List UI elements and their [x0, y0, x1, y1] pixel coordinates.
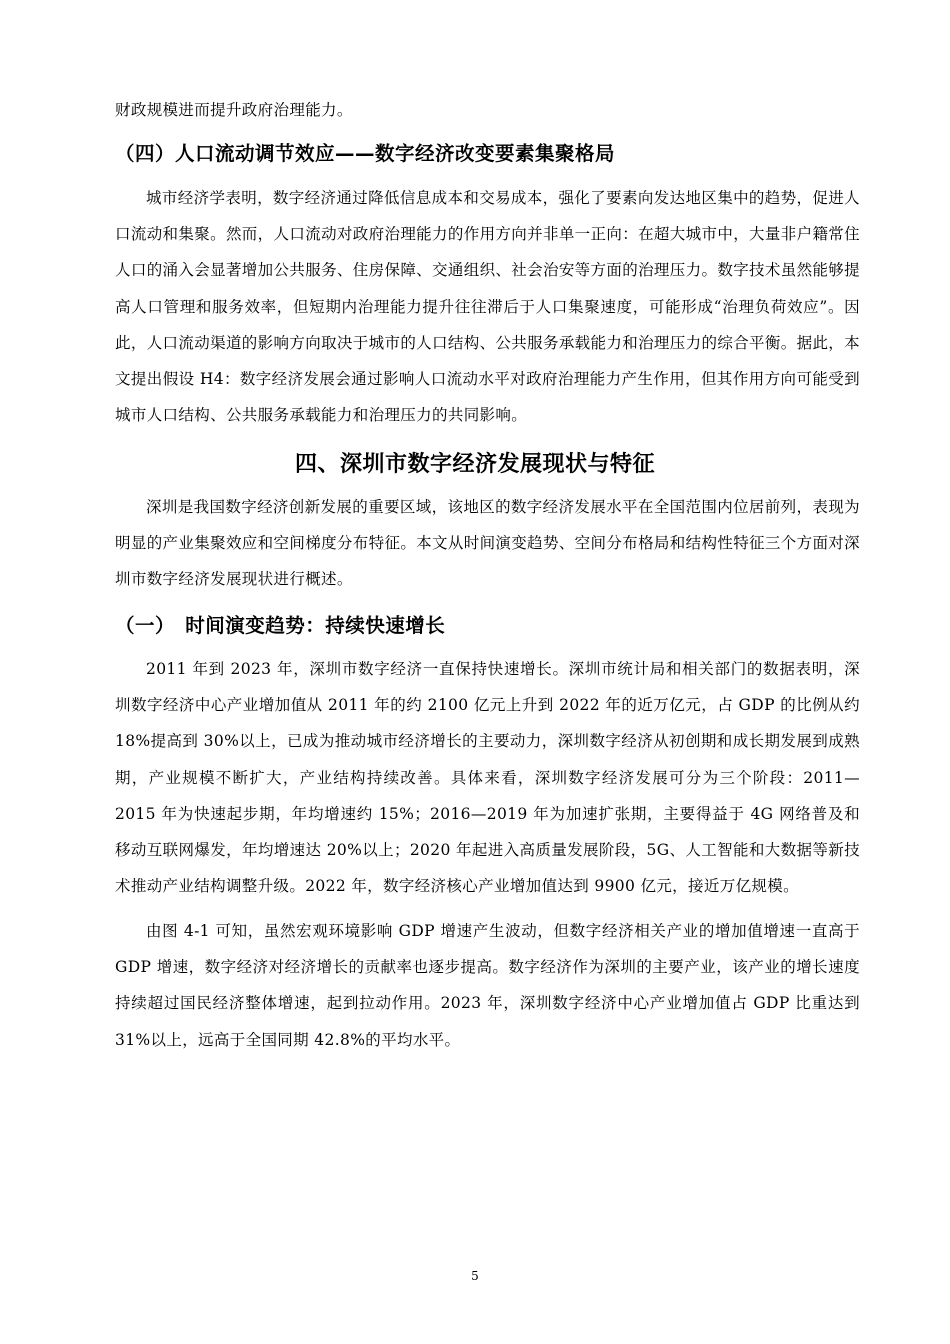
paragraph-figure-4-1: 由图 4-1 可知，虽然宏观环境影响 GDP 增速产生波动，但数字经济相关产业的增加值增速一直高于 GDP 增速，数字经济对经济增长的贡献率也逐步提高。数字经济作为深圳的主要产业，该产业的增长速度持续超过国民经济整体增速，起到拉动作用。2023 年，深圳数字经济中心产业增加值占 GDP 比重达到 31%以上，远高于全国同期 42.8%的平均水平。 [115, 922, 860, 1049]
paragraph-continuation: 财政规模进而提升政府治理能力。 [115, 101, 353, 119]
paragraph-time-trend: 2011 年到 2023 年，深圳市数字经济一直保持快速增长。深圳市统计局和相关部门的数据表明，深圳数字经济中心产业增加值从 2011 年的约 2100 亿元上升到 2022 年的近万亿元，占 GDP 的比例从约 18%提高到 30%以上，已成为推动城市经济增长的主要动力，深圳数字经济从初创期和成长期发展到成熟期，产业规模不断扩大，产业结构持续改善。具体来看，深圳数字经济发展可分为三个阶段：2011—2015 年为快速起步期，年均增速约 15%；2016—2019 年为加速扩张期，主要得益于 4G 网络普及和移动互联网爆发，年均增速达 20%以上；2020 年起进入高质量发展阶段，5G、人工智能和大数据等新技术推动产业结构调整升级。2022 年，数字经济核心产业增加值达到 9900 亿元，接近万亿规模。 [115, 660, 860, 896]
paragraph-population-flow: 城市经济学表明，数字经济通过降低信息成本和交易成本，强化了要素向发达地区集中的趋势，促进人口流动和集聚。然而，人口流动对政府治理能力的作用方向并非单一正向：在超大城市中，大量非户籍常住人口的涌入会显著增加公共服务、住房保障、交通组织、社会治安等方面的治理压力。数字技术虽然能够提高人口管理和服务效率，但短期内治理能力提升往往滞后于人口集聚速度，可能形成“治理负荷效应”。因此，人口流动渠道的影响方向取决于城市的人口结构、公共服务承载能力和治理压力的综合平衡。据此，本文提出假设 H4：数字经济发展会通过影响人口流动水平对政府治理能力产生作用，但其作用方向可能受到城市人口结构、公共服务承载能力和治理压力的共同影响。 [115, 189, 860, 425]
paragraph-shenzhen-intro: 深圳是我国数字经济创新发展的重要区域，该地区的数字经济发展水平在全国范围内位居前列，表现为明显的产业集聚效应和空间梯度分布特征。本文从时间演变趋势、空间分布格局和结构性特征三个方面对深圳市数字经济发展现状进行概述。 [115, 498, 860, 589]
section-heading-population-flow: （四）人口流动调节效应——数字经济改变要素集聚格局 [115, 142, 616, 165]
chapter-heading-shenzhen: 四、深圳市数字经济发展现状与特征 [294, 452, 655, 477]
page-number: 5 [471, 1269, 479, 1283]
subsection-heading-time-trend: （一） 时间演变趋势：持续快速增长 [115, 614, 446, 637]
